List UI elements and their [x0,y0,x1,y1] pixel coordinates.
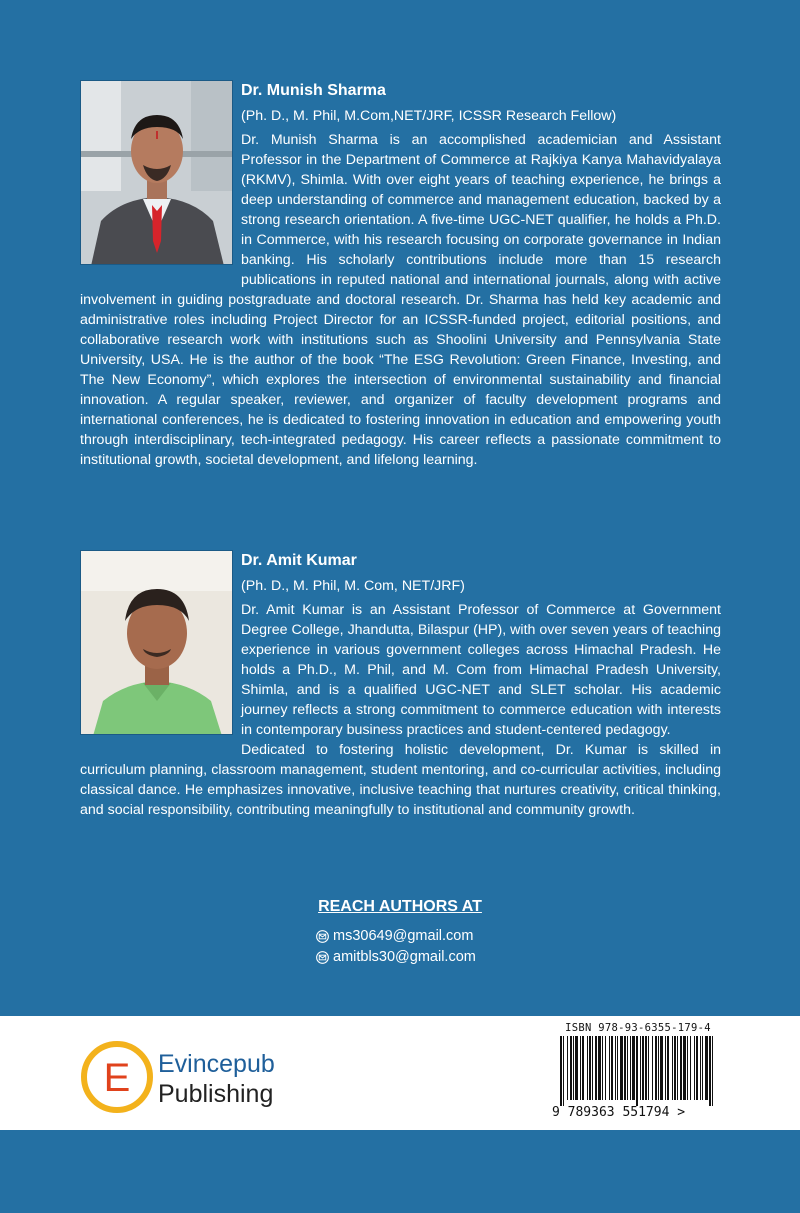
barcode-bar [674,1036,676,1100]
barcode-bar [680,1036,682,1100]
author-bio: Dr. Amit Kumar is an Assistant Professor of Commerce at Government Degree College, Jhandutta, Bilaspur (HP), with over seven years of teaching experience in various government colleges across Himachal Pradesh. He holds a Ph.D., M. Phil, and M. Com from Himachal Pradesh University, Shimla, and is a qualified UGC-NET and SLET scholar. His academic journey reflects a strong commitment to commerce education with interests in contemporary business practices and student-centered pedagogy. [241,602,721,738]
barcode-bar [563,1036,564,1106]
barcode-bar [645,1036,647,1100]
envelope-icon [316,930,329,943]
barcode-bar [696,1036,698,1100]
author-bio-continued: Dedicated to fostering holistic development, Dr. Kumar is skilled in curriculum planning, classroom management, student mentoring, and co-curricular activities, including classical dance. He emphasizes innovative, inclusive teaching that nurtures creativity, critical thinking, and social responsibility, contributing meaningfully to institutional and community growth. [80,742,721,818]
barcode-bar [595,1036,597,1100]
barcode-bar [712,1036,713,1106]
barcode-bar [648,1036,649,1100]
logo-letter: E [103,1056,131,1100]
barcode-bar [667,1036,669,1100]
barcode-bar [587,1036,588,1100]
barcode-bar [630,1036,631,1100]
barcode-bar [672,1036,673,1100]
author-qualifications: (Ph. D., M. Phil, M. Com, NET/JRF) [241,578,465,594]
barcode-bar [690,1036,691,1100]
barcode-bar [582,1036,584,1100]
barcode-bar [575,1036,578,1100]
publisher-band [0,1016,800,1130]
barcode-bar [705,1036,708,1100]
author-photo [80,550,233,735]
isbn-label: ISBN 978-93-6355-179-4 [565,1022,711,1034]
publisher-name: Evincepub [158,1050,275,1078]
evincepub-logo-icon [80,1040,154,1114]
reach-authors-section [0,898,800,916]
barcode-bar [665,1036,666,1100]
barcode-bar [617,1036,618,1100]
isbn-barcode [552,1022,724,1122]
publisher-logo [80,1036,330,1116]
author-email-1[interactable] [316,926,476,947]
publisher-subname: Publishing [158,1080,274,1108]
barcode-bar [567,1036,568,1100]
author-email-list [316,926,476,968]
isbn-digits: 9 789363 551794 > [552,1105,686,1120]
barcode-bar [602,1036,603,1100]
barcode-bar [632,1036,635,1100]
author-email-2[interactable] [316,947,476,968]
barcode-bar [605,1036,606,1100]
barcode-bar [677,1036,678,1100]
barcode-bar [700,1036,701,1100]
barcode-bar [687,1036,688,1100]
author-bio: Dr. Munish Sharma is an accomplished academician and Assistant Professor in the Department of Commerce at Rajkiya Kanya Mahavidyalaya (RKMV), Shimla. With over eight years of teaching experience, he brings a deep understanding of commerce and management education, backed by a strong research orientation. A five-time UGC-NET qualifier, he holds a Ph.D. in Commerce, with his research focusing on corporate governance in Indian banking. His scholarly contributions include more than 15 research publications in reputed national and international journals, along with active involvement in guiding postgraduate and doctoral research. Dr. Sharma has held key academic and administrative roles including Project Director for an ICSSR-funded project, editorial positions, and collaborative research work with institutions such as Shoolini University and Pennsylvania State University, USA. He is the author of the book “The ESG Revolution: Green Finance, Investing, and The New Economy”, which explores the intersection of environmental sustainability and financial innovation. A regular speaker, reviewer, and organizer of faculty development programs and international conferences, he is dedicated to fostering innovation in education and empowering youth through interdisciplinary, tech-integrated pedagogy. His career reflects a passionate commitment to institutional growth, societal development, and lifelong learning. [80,132,721,468]
barcode-bar [609,1036,610,1100]
author-name: Dr. Munish Sharma [241,82,386,99]
author-photo [80,80,233,265]
barcode-bar [620,1036,623,1100]
author-name: Dr. Amit Kumar [241,552,357,569]
portrait-amit-kumar [81,551,233,735]
barcode-bar [615,1036,616,1100]
barcode-bar [627,1036,628,1100]
barcode-bar [598,1036,601,1100]
barcode-bar [655,1036,657,1100]
email-address[interactable]: ms30649@gmail.com [333,928,474,944]
barcode-bar [592,1036,593,1100]
author-qualifications: (Ph. D., M. Phil, M.Com,NET/JRF, ICSSR Research Fellow) [241,108,617,124]
barcode-bar [658,1036,659,1100]
portrait-munish-sharma [81,81,233,265]
barcode-bar [652,1036,653,1100]
author-block-1 [80,80,721,470]
barcode-bar [694,1036,695,1100]
barcode-bars [558,1036,718,1106]
barcode-bar [611,1036,613,1100]
barcode-bar [642,1036,644,1100]
barcode-bar [624,1036,626,1100]
reach-authors-heading: REACH AUTHORS AT [318,898,482,915]
barcode-bar [570,1036,572,1100]
barcode-bar [580,1036,581,1100]
email-address[interactable]: amitbls30@gmail.com [333,949,476,965]
barcode-bar [636,1036,638,1106]
barcode-bar [683,1036,686,1100]
barcode-bar [589,1036,591,1100]
barcode-bar [709,1036,711,1106]
author-block-2 [80,550,721,820]
barcode-bar [702,1036,703,1100]
barcode-bar [560,1036,562,1106]
barcode-bar [573,1036,574,1100]
barcode-bar [660,1036,663,1100]
envelope-icon [316,951,329,964]
barcode-bar [640,1036,641,1100]
